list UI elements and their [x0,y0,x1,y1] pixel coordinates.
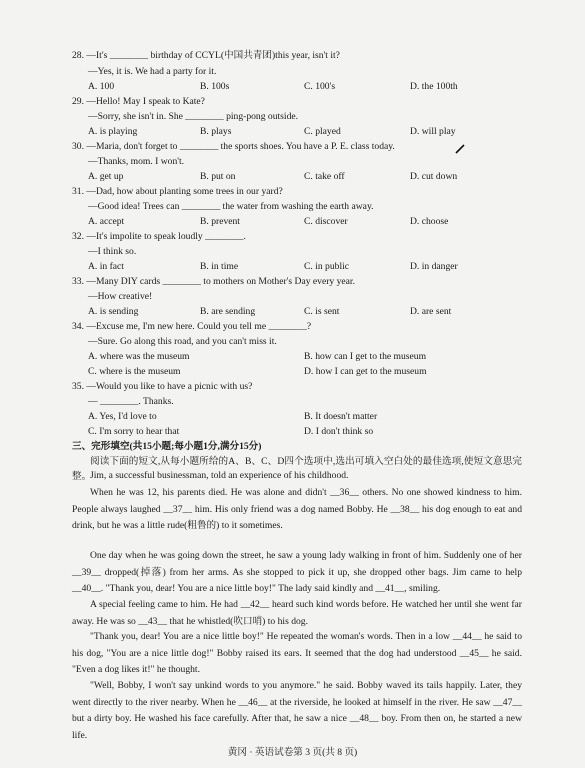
q28-option-d: D. the 100th [410,81,458,92]
q34-option-c: C. where is the museum [88,366,181,377]
q33-reply: —How creative! [88,291,153,302]
q30-reply: —Thanks, mom. I won't. [88,156,185,167]
q30-option-a: A. get up [88,171,124,182]
page-footer: 黄冈 · 英语试卷第 3 页(共 8 页) [227,747,358,758]
q29-option-c: C. played [304,126,341,137]
passage-paragraph-6: "Well, Bobby, I won't say unkind words to you anymore." he said. Bobby waved its tails happily. Later, they went directly to the river nearby. When he __46__ at the riverside, he looked at himself in the river. He saw __47__ but a dirty boy. He washed his face carefully. After that, he saw a nice __48__ boy. From then on, he started a new life. [72,680,522,741]
q30-stem: 30. —Maria, don't forget to ________ the sports shoes. You have a P. E. class today. [72,141,395,152]
q31-option-b: B. prevent [200,216,240,227]
q31-option-a: A. accept [88,216,125,227]
q35-option-b: B. It doesn't matter [304,411,378,422]
q35-option-d: D. I don't think so [304,426,374,437]
q32-option-a: A. in fact [88,261,124,272]
q28-reply: —Yes, it is. We had a party for it. [88,66,217,77]
q30-option-d: D. cut down [410,171,458,182]
passage-paragraph-4: A special feeling came to him. He had __42__ heard such kind words before. He watched her until she went far away. He was so __43__ that he whistled(吹口哨) to his dog. [72,599,522,627]
q33-stem: 33. —Many DIY cards ________ to mothers on Mother's Day every year. [72,276,355,287]
q29-option-a: A. is playing [88,126,138,137]
q33-option-d: D. are sent [410,306,452,317]
q33-option-c: C. is sent [304,306,340,317]
passage-paragraph-2: When he was 12, his parents died. He was alone and didn't __36__ others. No one showed kindness to him. People always laughed __37__ him. His only friend was a dog named Bobby. He __38__ his dog enough to eat and drink, but he was a little rude(粗鲁的) to it sometimes. [72,487,522,532]
q29-option-d: D. will play [410,126,456,137]
q32-reply: —I think so. [88,246,137,257]
q28-option-c: C. 100's [304,81,336,92]
q28-stem: 28. —It's ________ birthday of CCYL(中国共青团)this year, isn't it? [72,50,340,61]
q33-option-b: B. are sending [200,306,256,317]
q34-reply: —Sure. Go along this road, and you can't miss it. [88,336,277,347]
q35-option-a: A. Yes, I'd love to [88,411,157,422]
q34-stem: 34. —Excuse me, I'm new here. Could you tell me ________? [72,321,312,332]
q28-option-b: B. 100s [200,81,230,92]
q34-option-a: A. where was the museum [88,351,190,362]
q35-reply: — ________. Thanks. [88,396,174,407]
q33-option-a: A. is sending [88,306,139,317]
q28-option-a: A. 100 [88,81,115,92]
q35-option-c: C. I'm sorry to hear that [88,426,180,437]
q29-stem: 29. —Hello! May I speak to Kate? [72,96,205,107]
q32-option-d: D. in danger [410,261,458,272]
q31-option-c: C. discover [304,216,348,227]
q30-option-b: B. put on [200,171,236,182]
q30-option-c: C. take off [304,171,345,182]
q32-option-b: B. in time [200,261,239,272]
q32-option-c: C. in public [304,261,350,272]
passage-paragraph-3: One day when he was going down the street, he saw a young lady walking in front of him. Suddenly one of her __39__ dropped(掉落) from her arms. As she stopped to pick it up, she dropped other bags. Jim came to help __40__. "Thank you, dear! You are a nice little boy!" The lady said kindly and __41__, smiling. [72,550,522,595]
q34-option-d: D. how I can get to the museum [304,366,427,377]
q32-stem: 32. —It's impolite to speak loudly ________. [72,231,246,242]
q31-option-d: D. choose [410,216,449,227]
q34-option-b: B. how can I get to the museum [304,351,427,362]
section-heading: 三、完形填空(共15小题;每小题1分,满分15分) [72,441,262,452]
passage-paragraph-1: Jim, a successful businessman, told an experience of his childhood. [90,470,349,481]
q29-reply: —Sorry, she isn't in. She ________ ping-pong outside. [88,111,299,122]
q31-reply: —Good idea! Trees can ________ the water from washing the earth away. [88,201,374,212]
q31-stem: 31. —Dad, how about planting some trees in our yard? [72,186,283,197]
q29-option-b: B. plays [200,126,232,137]
passage-paragraph-5: "Thank you, dear! You are a nice little boy!" He repeated the woman's words. Then in a low __44__ he said to his dog, "You are a nice little dog!" Bobby raised its ears. It seemed that the dog had understood __45__ he said. "Even a dog likes it!" he thought. [72,631,522,676]
pen-mark-icon [455,144,465,154]
section-instruction: 阅读下面的短文,从每小题所给的A、B、C、D四个选项中,选出可填入空白处的最佳选项,使短文意思完整。 [72,456,522,482]
q35-stem: 35. —Would you like to have a picnic with us? [72,381,253,392]
